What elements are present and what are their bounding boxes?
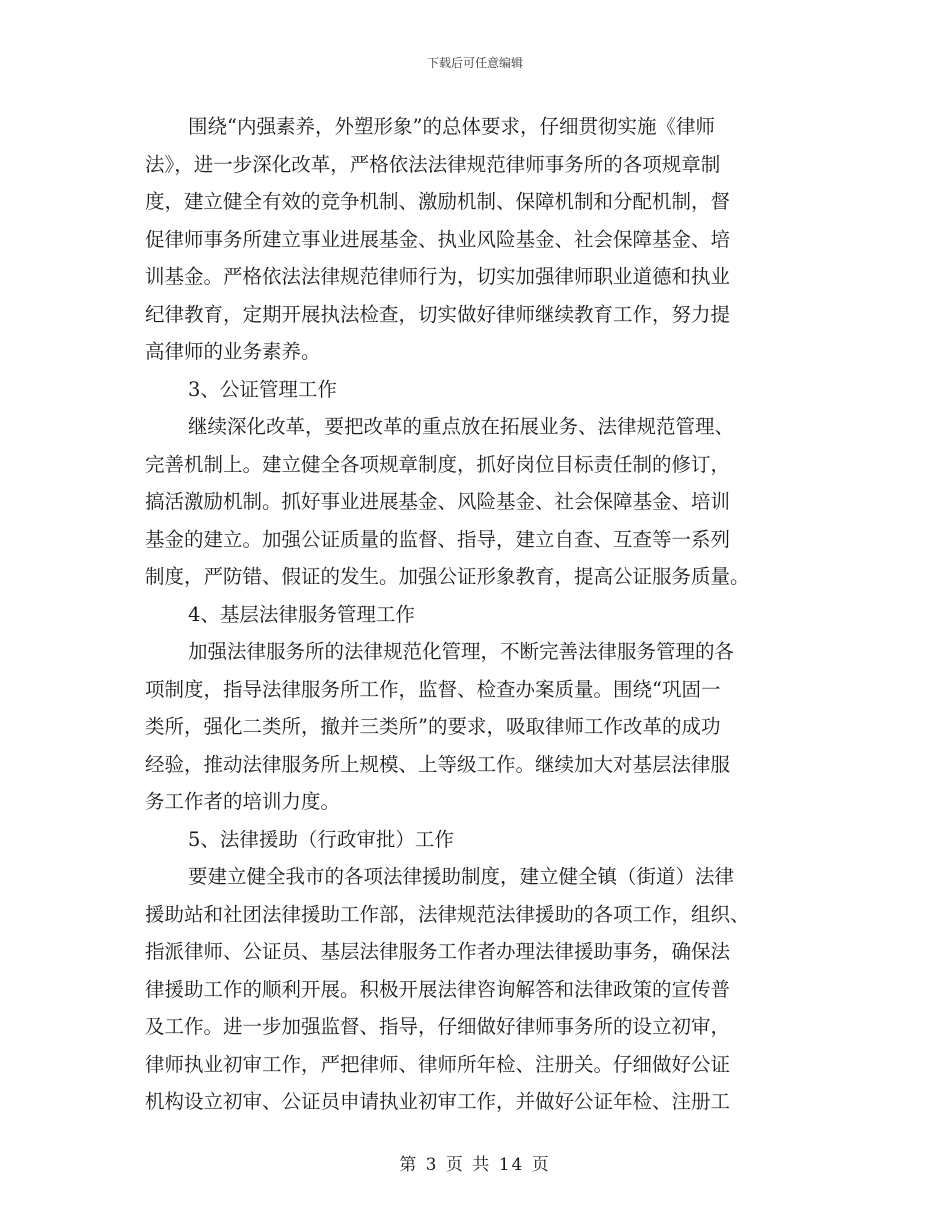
text-line: 4、基层法律服务管理工作 (188, 602, 415, 626)
text-line: 度，建立健全有效的竞争机制、激励机制、保障机制和分配机制，督 (145, 190, 731, 213)
text-line: 务工作者的培训力度。 (145, 790, 341, 813)
text-line: 要建立健全我市的各项法律援助制度，建立健全镇（街道）法律 (188, 865, 735, 888)
text-line: 训基金。严格依法法律规范律师行为，切实加强律师职业道德和执业 (145, 265, 731, 288)
text-line: 机构设立初审、公证员申请执业初审工作，并做好公证年检、注册工 (145, 1090, 731, 1113)
text-line: 经验，推动法律服务所上规模、上等级工作。继续加大对基层法律服 (145, 752, 731, 776)
text-line: 制度，严防错、假证的发生。加强公证形象教育，提高公证服务质量。 (145, 565, 750, 588)
text-line: 法》，进一步深化改革，严格依法法律规范律师事务所的各项规章制 (145, 152, 721, 176)
text-line: 援助站和社团法律援助工作部，法律规范法律援助的各项工作，组织、 (145, 902, 750, 926)
text-line: 纪律教育，定期开展执法检查，切实做好律师继续教育工作，努力提 (145, 302, 731, 326)
text-line: 围绕“内强素养，外塑形象”的总体要求，仔细贯彻实施《律师 (188, 115, 715, 138)
text-line: 指派律师、公证员、基层法律服务工作者办理法律援助事务，确保法 (145, 940, 731, 963)
text-line: 律援助工作的顺利开展。积极开展法律咨询解答和法律政策的宣传普 (145, 977, 731, 1001)
text-line: 加强法律服务所的法律规范化管理，不断完善法律服务管理的各 (188, 640, 735, 663)
text-line: 促律师事务所建立事业进展基金、执业风险基金、社会保障基金、培 (145, 227, 731, 251)
text-line: 项制度，指导法律服务所工作，监督、检查办案质量。围绕“巩固一 (145, 677, 721, 701)
text-line: 搞活激励机制。抓好事业进展基金、风险基金、社会保障基金、培训 (145, 490, 731, 513)
page-header: 下载后可任意编辑 (426, 56, 523, 70)
text-line: 继续深化改革，要把改革的重点放在拓展业务、法律规范管理、 (188, 415, 735, 438)
text-line: 3、公证管理工作 (188, 377, 337, 401)
text-line: 类所，强化二类所，撤并三类所”的要求，吸取律师工作改革的成功 (145, 715, 721, 738)
text-line: 5、法律援助（行政审批）工作 (188, 827, 454, 851)
text-line: 律师执业初审工作，严把律师、律师所年检、注册关。仔细做好公证 (145, 1052, 731, 1076)
text-line: 高律师的业务素养。 (145, 340, 321, 363)
text-line: 完善机制上。建立健全各项规章制度，抓好岗位目标责任制的修订， (145, 452, 731, 476)
page-footer: 第 3 页 共 14 页 (399, 1155, 551, 1175)
text-line: 基金的建立。加强公证质量的监督、指导，建立自查、互查等一系列 (145, 527, 731, 551)
document-body (145, 108, 805, 1121)
text-line: 及工作。进一步加强监督、指导，仔细做好律师事务所的设立初审， (145, 1015, 731, 1038)
